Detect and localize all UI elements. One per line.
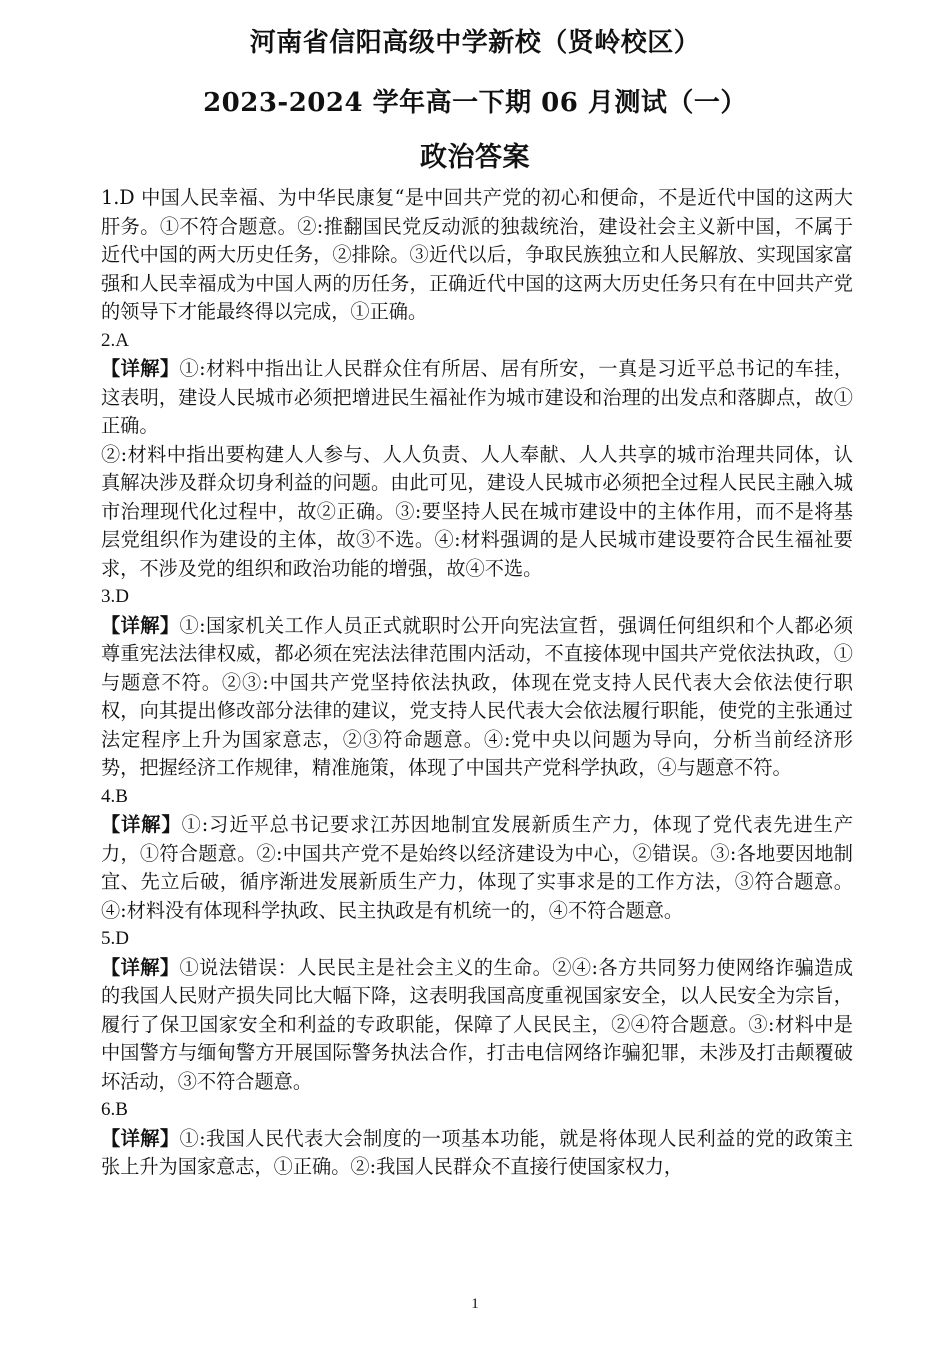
answer-body xyxy=(101,184,853,1182)
answer-6-number: 6.B xyxy=(101,1099,128,1120)
answer-5-paragraph-1: ①说法错误：人民民主是社会主义的生命。②④:各方共同努力使网络诈骗造成的我国人民财产损失同比大幅下降，这表明我国高度重视国家安全，以人民安全为宗旨，履行了保卫国家安全和利益的专政职能，保障了人民民主，②④符合题意。③:材料中是中国警方与缅甸警方开展国际警务执法合作，打击电信网络诈骗犯罪，未涉及打击颠覆破坏活动，③不符合题意。 xyxy=(101,955,854,1093)
answer-6-paragraph-1: ①:我国人民代表大会制度的一项基本功能，就是将体现人民利益的党的政策主张上升为国家意志，①正确。②:我国人民群众不直接行使国家权力， xyxy=(101,1126,854,1178)
answer-3-number: 3.D xyxy=(101,586,129,607)
detail-tag: 【详解】 xyxy=(101,813,182,836)
answer-4-paragraph-1: ①:习近平总书记要求江苏因地制宜发展新质生产力，体现了党代表先进生产力，①符合题意。②:中国共产党不是始终以经济建设为中心，②错误。③:各地要因地制宜、先立后破，循序渐进发展新质生产力，体现了实事求是的工作方法，③符合题意。④:材料没有体现科学执政、民主执政是有机统一的，④不符合题意。 xyxy=(101,813,854,922)
answer-3-detail xyxy=(101,612,853,783)
answer-2-paragraph-1: ①:材料中指出让人民群众住有所居、居有所安，一真是习近平总书记的车挂，这表明，建设人民城市必须把增进民生福祉作为城市建设和治理的出发点和落脚点，故①正确。 xyxy=(101,357,854,437)
detail-tag: 【详解】 xyxy=(101,955,180,979)
answer-6-detail xyxy=(101,1125,853,1182)
answer-1: 1.D 中国人民幸福、为中华民康复“是中回共产党的初心和便命，不是近代中国的这两大肝务。①不符合题意。②:推翻国民党反动派的独裁统治，建设社会主义新中国，不属于近代中国的两大历史任务，②排除。③近代以后，争取民族独立和人民解放、实现国家富强和人民幸福成为中国人两的历任务，正确近代中国的这两大历史任务只有在中回共产党的领导下才能最终得以完成，①正确。 xyxy=(101,186,853,323)
subject-title: 政治答案 xyxy=(420,142,530,173)
answer-4-detail xyxy=(101,811,853,925)
exam-title: 2023-2024 学年高一下期 06 月测试（一） xyxy=(203,88,747,118)
page-number: 1 xyxy=(471,1296,479,1312)
detail-tag: 【详解】 xyxy=(101,357,180,380)
answer-5-detail xyxy=(101,954,853,1097)
answer-2-number: 2.A xyxy=(101,329,129,351)
answer-2-detail xyxy=(101,355,853,441)
answer-4-number: 4.B xyxy=(101,785,128,807)
detail-tag: 【详解】 xyxy=(101,1126,180,1150)
answer-5-number: 5.D xyxy=(101,928,129,949)
answer-3-paragraph-1: ①:国家机关工作人员正式就职时公开向宪法宣哲，强调任何组织和个人都必须尊重宪法法律权威，都必须在宪法法律范围内活动，不直接体现中国共产党依法执政，①与题意不符。②③:中国共产党坚持依法执政，体现在党支持人民代表大会依法使行职权，向其提出修改部分法律的建议，党支持人民代表大会依法履行职能，使党的主张通过法定程序上升为国家意志，②③符命题意。④:党中央以问题为导向，分析当前经济形势，把握经济工作规律，精准施策，体现了中国共产党科学执政，④与题意不符。 xyxy=(101,613,854,779)
school-title: 河南省信阳高级中学新校（贤岭校区） xyxy=(249,28,701,58)
answer-2-paragraph-2: ②:材料中指出要构建人人参与、人人负责、人人奉献、人人共享的城市治理共同体，认真解决涉及群众切身利益的问题。由此可见，建设人民城市必须把全过程人民民主融入城市治理现代化过程中，故②正确。③:要坚持人民在城市建设中的主体作用，而不是将基层党组织作为建设的主体，故③不选。④:材料强调的是人民城市建设要符合民生福祉要求，不涉及党的组织和政治功能的增强，故④不选。 xyxy=(101,442,853,580)
detail-tag: 【详解】 xyxy=(101,613,180,637)
